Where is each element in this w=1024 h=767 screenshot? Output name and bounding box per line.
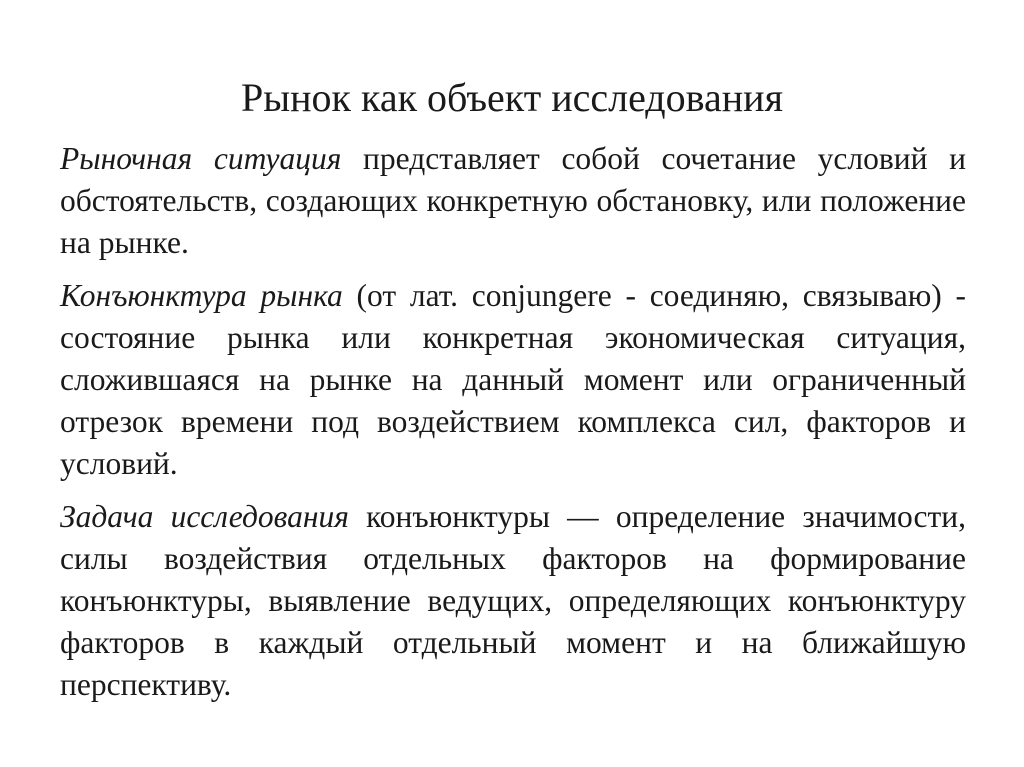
paragraph-market-situation (60, 138, 966, 264)
paragraph-market-conjuncture (60, 275, 966, 485)
paragraph-research-task (60, 496, 966, 706)
definition-market-situation: представляет собой сочетание условий и обстоятельств, создающих конкретную обстановку, или положение на рынке. (60, 141, 966, 260)
term-market-conjuncture: Конъюнктура рынка (60, 278, 343, 313)
term-research-task: Задача исследования (60, 499, 349, 534)
definition-research-task: конъюнктуры — определение значимости, силы воздействия отдельных факторов на формирование конъюнктуры, выявление ведущих, определяющих конъюнктуру факторов в каждый отдельный момент и на ближайшую перспективу. (60, 499, 967, 702)
term-market-situation: Рыночная ситуация (60, 141, 342, 176)
definition-market-conjuncture: (от лат. conjungere - соединяю, связываю) - состояние рынка или конкретная экономическая ситуация, сложившаяся на рынке на данный момент или ограниченный отрезок времени под воздействием комплекса сил, факторов и условий. (60, 278, 966, 481)
slide-body (60, 138, 966, 717)
slide-title: Рынок как объект исследования (241, 75, 783, 120)
